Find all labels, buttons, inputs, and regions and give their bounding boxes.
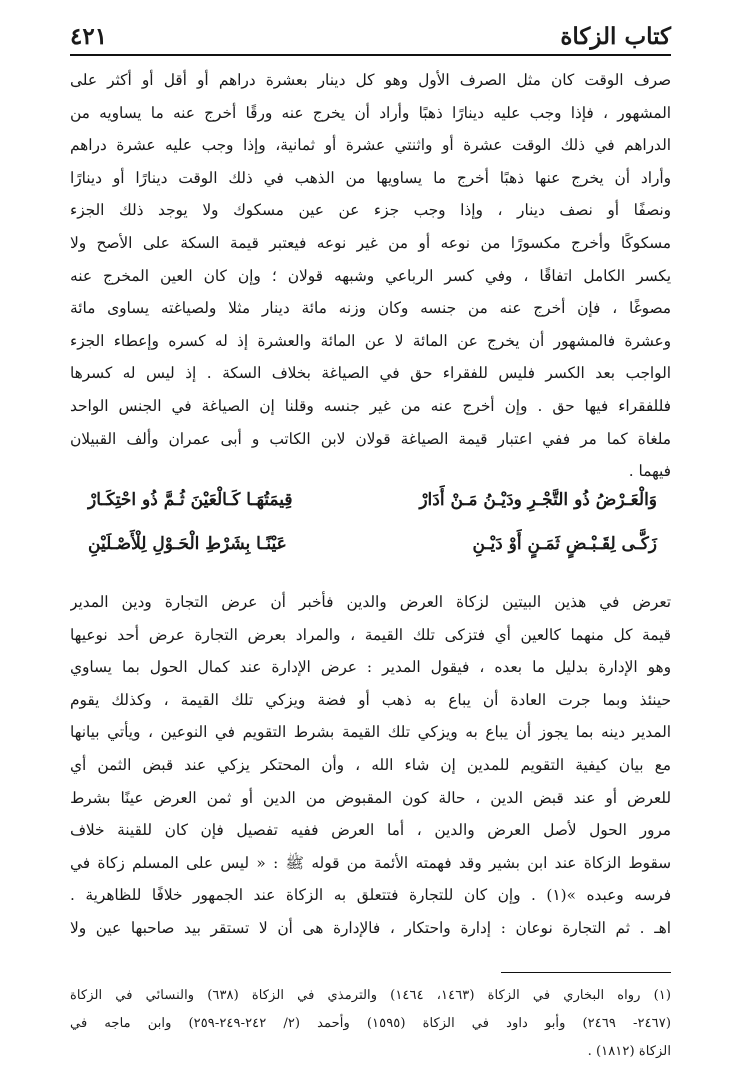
- verse-second-hemistich: عَيْنًـا بِشَرْطِ الْحَـوْلِ لِلْأَصْـلَيْنِ: [88, 534, 287, 554]
- text-line: مرور الحول لأصل العرض والدين ، أما العرض ففيه تفصيل فإن كان للقينة خلاف: [70, 821, 671, 840]
- text-line: مسكوكًا وأخرج مكسورًا من نوعه أو من غير نوعه فيعتبر قيمة السكة على الأصح ولا: [70, 233, 671, 252]
- paragraph-1: [70, 64, 671, 488]
- text-line: قيمة كل منهما كالعين أي فتزكى تلك القيمة ، والمراد بعرض التجارة عرض أحد نوعيها: [70, 625, 671, 644]
- text-line: وأراد أن يخرج عنها ذهبًا أخرج ما يساويها من الذهب في ذلك الوقت دينارًا أو دينارًا: [70, 168, 671, 187]
- text-line: المدير دينه بما يجوز أن يباع به ويزكي تلك القيمة بشرط التقويم في النوعين ، ويأتي بيانها: [70, 723, 671, 742]
- text-line: للعرض أو عند قبض الدين ، حالة كون المقبوض من الدين أو ثمن العرض عينًا بشرط: [70, 788, 671, 807]
- footnote-line: الزكاة (١٨١٢) .: [587, 1044, 671, 1059]
- text-line: المشهور ، فإذا وجب عليه دينارًا ذهبًا وأراد أن يخرج عنه ورقًا أخرج عنه ما يساويه من: [70, 103, 671, 122]
- footnote: [70, 982, 671, 1066]
- chapter-title: كتاب الزكاة: [560, 23, 671, 50]
- text-line: يكسر الكامل اتفاقًا ، وفي كسر الرباعي وشبهه قولان ؛ وإن كان العين المخرج عنه: [70, 266, 671, 285]
- text-line: الدراهم في ذلك الوقت عشرة أو واثنتي عشرة أو ثمانية، وإذا وجب عليه عشرة دراهم: [70, 136, 671, 155]
- footnote-line: (١) رواه البخاري في الزكاة (١٤٦٣، ١٤٦٤) والترمذي في الزكاة (٦٣٨) والنسائي في الزكاة: [70, 988, 671, 1003]
- verse-row: [88, 478, 657, 522]
- text-line: وعشرة فالمشهور أن يخرج عن المائة لا عن المائة والعشرة إذ له كسره وإعطاء الجزء: [70, 331, 671, 350]
- footnote-line: (٢٤٦٧- ٢٤٦٩) وأبو داود في الزكاة (١٥٩٥) وأحمد (٢/ ٢٤٢-٢٤٩-٢٥٩) وابن ماجه في: [70, 1016, 671, 1031]
- verse-first-hemistich: وَالْعَـرْضُ ذُو التَّجْـرِ ودَيْـنُ مَـنْ أَدَارْ: [419, 490, 657, 510]
- footnote-divider: [501, 972, 671, 973]
- poem-verses: [88, 478, 657, 566]
- page-number: ٤٢١: [70, 23, 108, 50]
- text-line: وهو الإدارة بدليل ما بعده ، فيقول المدير : عرض الإدارة عند كمال الحول بما يساوي: [70, 658, 671, 677]
- text-line: تعرض في هذين البيتين لزكاة العرض والدين فأخبر أن عرض التجارة ودين المدير: [70, 593, 671, 611]
- page-header: [70, 18, 671, 56]
- verse-second-hemistich: قِيمَتُهَـا كَـالْعَيْنَ ثُـمَّ ذُو احْتِكَـارْ: [88, 490, 293, 510]
- text-line: مصوغًا ، فإن أخرج عنه من جنسه وكان وزنه مائة دينار مثلا ولصياغته يساوى مائة: [70, 299, 671, 318]
- text-line: فرسه وعبده »(١) . وإن كان للتجارة فتتعلق به الزكاة عند الجمهور خلافًا للظاهرية .: [70, 886, 671, 905]
- text-line: صرف الوقت كان مثل الصرف الأول وهو كل دينار بعشرة دراهم أو أقل أو أكثر على: [70, 71, 671, 89]
- text-line: فللفقراء فيها حق . وإن أخرج عنه من غير جنسه وقلنا إن الصياغة في الجنس الواحد: [70, 396, 671, 415]
- paragraph-2: [70, 586, 671, 945]
- text-line: حينئذ وبما جرت العادة أن يباع به ذهب أو فضة ويزكي تلك القيمة ، وكذلك يقوم: [70, 690, 671, 709]
- text-line: سقوط الزكاة عند ابن بشير وقد فهمته الأئمة من قوله ﷺ : « ليس على المسلم زكاة في: [70, 853, 671, 872]
- verse-row: [88, 522, 657, 566]
- text-line: اهـ . ثم التجارة نوعان : إدارة واحتكار ، فالإدارة هى أن لا تستقر بيد صاحبها عين ولا: [70, 918, 671, 937]
- text-line: مع بيان كيفية التقويم للمدين إن شاء الله ، وأن المحتكر يزكي عند قبض الثمن أي: [70, 755, 671, 774]
- text-line: ونصفًا أو نصف دينار ، وإذا وجب جزء عن عين مسكوك ولا يوجد ذلك الجزء: [70, 201, 671, 220]
- text-line: الواجب بعد الكسر فليس للفقراء حق في الصياغة بخلاف السكة . إذ ليس له كسرها: [70, 364, 671, 383]
- text-line: ملغاة كما مر ففي اعتبار قيمة الصياغة قولان لابن الكاتب و أبى عمران وألف القبيلان: [70, 429, 671, 448]
- text-line: فيهما .: [628, 462, 671, 481]
- verse-first-hemistich: زَكَّـى لِقَـبْـضٍ ثَمَـنٍ أَوْ دَيْـنِ: [472, 534, 657, 554]
